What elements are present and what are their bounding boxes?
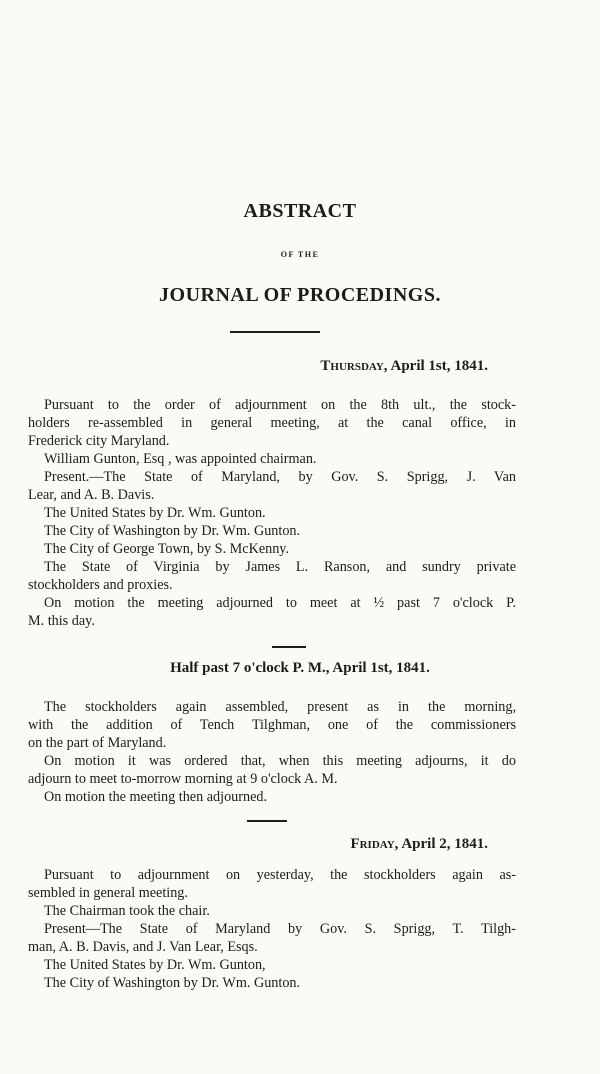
section-rule [272, 646, 306, 648]
text-line: sembled in general meeting. [28, 885, 188, 901]
document-subtitle: JOURNAL OF PROCEDINGS. [159, 284, 441, 306]
text-line: holders re-assembled in general meeting, at the canal office, in [28, 415, 516, 431]
text-line: The City of Washington by Dr. Wm. Gunton. [44, 523, 301, 539]
text-line: The stockholders again assembled, present as in the morning, [44, 699, 516, 715]
text-line: On motion the meeting then adjourned. [44, 789, 268, 805]
text-line: Present—The State of Maryland by Gov. S. Sprigg, T. Tilgh- [44, 921, 516, 937]
text-line: with the addition of Tench Tilghman, one of the commissioners [28, 717, 516, 733]
text-line: man, A. B. Davis, and J. Van Lear, Esqs. [28, 939, 258, 955]
text-line: On motion it was ordered that, when this meeting adjourns, it do [44, 753, 516, 769]
text-line: The Chairman took the chair. [44, 903, 210, 919]
text-line: stockholders and proxies. [28, 577, 173, 593]
text-line: M. this day. [28, 613, 95, 629]
text-line: on the part of Maryland. [28, 735, 167, 751]
of-the-label: OF THE [280, 250, 320, 259]
text-line: Lear, and A. B. Davis. [28, 487, 155, 503]
dateline-evening: Half past 7 o'clock P. M., April 1st, 1841. [170, 660, 430, 676]
text-line: Present.—The State of Maryland, by Gov. S. Sprigg, J. Van [44, 469, 516, 485]
text-line: adjourn to meet to-morrow morning at 9 o'clock A. M. [28, 771, 338, 787]
text-line: Pursuant to the order of adjournment on the 8th ult., the stock- [44, 397, 516, 413]
dateline-day: Thursday, [320, 358, 388, 374]
text-line: Pursuant to adjournment on yesterday, the stockholders again as- [44, 867, 516, 883]
document-title: ABSTRACT [243, 200, 357, 222]
text-line: The United States by Dr. Wm. Gunton, [44, 957, 266, 973]
section-rule [247, 820, 287, 822]
dateline-thursday [320, 358, 488, 375]
text-line: The City of George Town, by S. McKenny. [44, 541, 290, 557]
text-line: Frederick city Maryland. [28, 433, 170, 449]
text-line: The City of Washington by Dr. Wm. Gunton. [44, 975, 301, 991]
title-rule [230, 331, 320, 333]
text-line: The State of Virginia by James L. Ranson, and sundry private [44, 559, 516, 575]
text-line: On motion the meeting adjourned to meet at ½ past 7 o'clock P. [44, 595, 516, 611]
dateline-date: April 1st, 1841. [387, 358, 488, 374]
text-line: The United States by Dr. Wm. Gunton. [44, 505, 266, 521]
dateline-day: Friday, [350, 836, 399, 852]
text-line: William Gunton, Esq , was appointed chairman. [44, 451, 317, 467]
dateline-friday [350, 836, 488, 853]
dateline-date: April 2, 1841. [398, 836, 488, 852]
